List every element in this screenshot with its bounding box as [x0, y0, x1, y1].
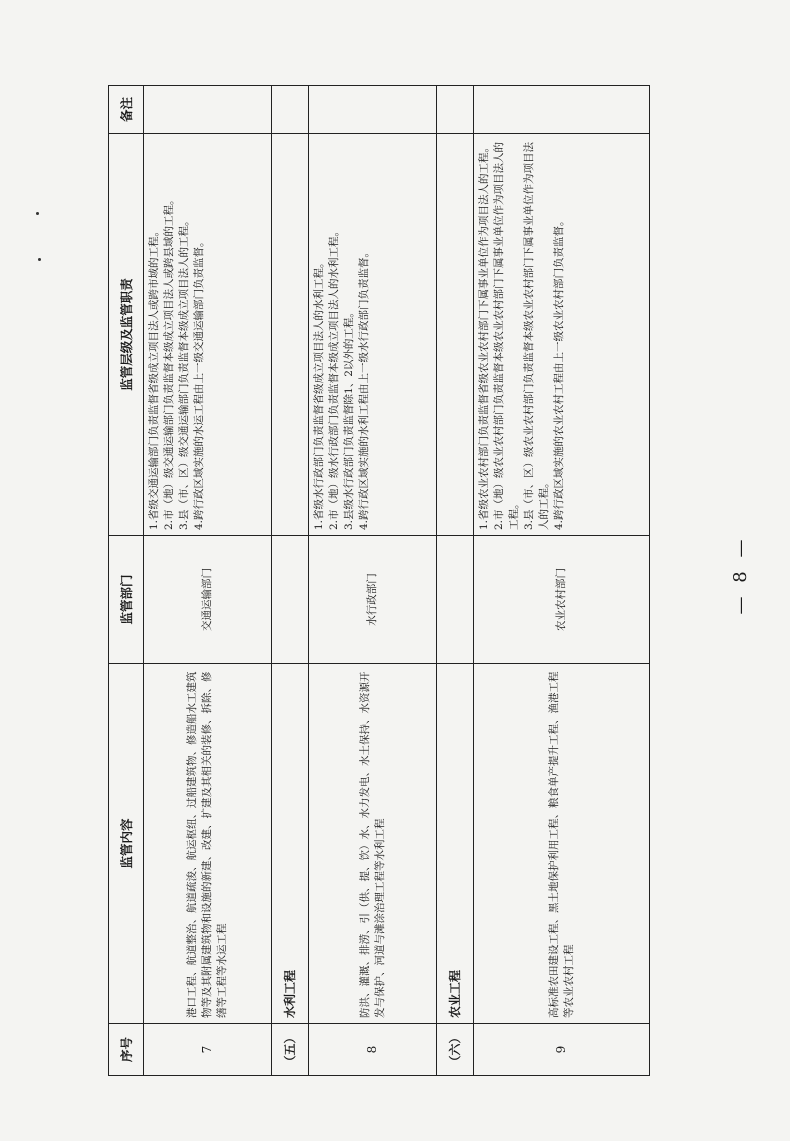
header-duty: 监管层级及监管职责	[109, 134, 144, 536]
row-content: 防洪、灌溉、排涝、引（供、提、饮）水、水力发电、水土保持、水资源开发与保护、河道与滩涂治理工程等水利工程	[309, 664, 437, 1024]
section-no: （五）	[272, 1024, 309, 1076]
row-no: 8	[309, 1024, 437, 1076]
table-row	[309, 86, 437, 1076]
row-content: 高标准农田建设工程、黑土地保护利用工程、粮食单产提升工程、渔港工程等农业农村工程	[474, 664, 650, 1024]
header-content: 监管内容	[109, 664, 144, 1024]
supervision-table	[108, 85, 650, 1076]
duty-line: 2.市（地）级水行政部门负责监督本级成立项目法人的水利工程。	[328, 225, 340, 530]
section-title: 水利工程	[272, 664, 309, 1024]
row-note	[309, 86, 437, 134]
scan-speck	[38, 258, 41, 261]
row-no: 7	[144, 1024, 272, 1076]
section-title: 农业工程	[437, 664, 474, 1024]
table-row	[474, 86, 650, 1076]
section-row	[272, 86, 309, 1076]
duty-line: 1.省级农业农村部门负责监督省级农业农村部门下属事业单位作为项目法人的工程。	[478, 141, 490, 530]
duty-line: 4.跨行政区域实施的水利工程由上一级水行政部门负责监督。	[358, 246, 370, 530]
duty-line: 1.省级交通运输部门负责监督省级成立项目法人或跨市域的工程。	[148, 225, 160, 530]
section-empty	[272, 134, 309, 536]
duty-line: 2.市（地）级农业农村部门负责监督本级农业农村部门下属事业单位作为项目法人的工程。	[493, 141, 520, 530]
row-dept: 交通运输部门	[144, 536, 272, 664]
table-row	[144, 86, 272, 1076]
row-dept: 农业农村部门	[474, 536, 650, 664]
page-number-text: — 8 —	[730, 535, 751, 615]
section-empty	[437, 536, 474, 664]
section-no: （六）	[437, 1024, 474, 1076]
rotated-table-container	[108, 86, 650, 1076]
row-duties	[144, 134, 272, 536]
page-number	[730, 510, 760, 640]
row-note	[474, 86, 650, 134]
duty-line: 1.省级水行政部门负责监督省级成立项目法人的水利工程。	[313, 257, 325, 530]
duty-line: 3.县（市、区）级交通运输部门负责监督本级成立项目法人的工程。	[178, 215, 190, 530]
duty-line: 3.县（市、区）级农业农村部门负责监督本级农业农村部门下属事业单位作为项目法人的工程。	[523, 141, 550, 530]
table-header-row	[109, 86, 144, 1076]
duty-line: 3.县级水行政部门负责监督除1、2以外的工程。	[343, 307, 355, 530]
header-note: 备注	[109, 86, 144, 134]
row-content: 港口工程、航道整治、航道疏浚、航运枢纽、过船建筑物、修造船水工建筑物等及其附属建筑物和设施的新建、改建、扩建及其相关的装修、拆除、修缮等工程等水运工程	[144, 664, 272, 1024]
duty-line: 4.跨行政区域实施的农业农村工程由上一级农业农村部门负责监督。	[553, 215, 565, 530]
header-dept: 监管部门	[109, 536, 144, 664]
section-row	[437, 86, 474, 1076]
row-duties	[309, 134, 437, 536]
section-empty	[272, 86, 309, 134]
row-dept: 水行政部门	[309, 536, 437, 664]
row-duties	[474, 134, 650, 536]
section-empty	[272, 536, 309, 664]
section-empty	[437, 134, 474, 536]
header-no: 序号	[109, 1024, 144, 1076]
row-no: 9	[474, 1024, 650, 1076]
row-note	[144, 86, 272, 134]
scan-speck	[36, 212, 39, 215]
duty-line: 4.跨行政区域实施的水运工程由上一级交通运输部门负责监督。	[193, 236, 205, 530]
duty-line: 2.市（地）级交通运输部门负责监督本级成立项目法人或跨县域的工程。	[163, 194, 175, 530]
section-empty	[437, 86, 474, 134]
